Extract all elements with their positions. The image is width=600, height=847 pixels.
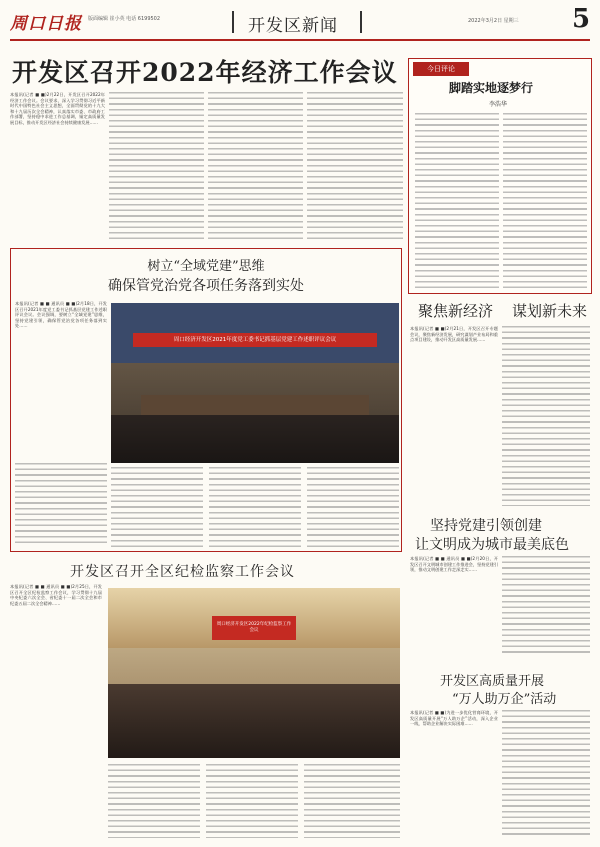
photo2-audience: [108, 684, 400, 758]
article4-headline-2: 让文明成为城市最美底色: [415, 537, 569, 553]
commentary-box: [408, 58, 592, 294]
article5-text-col3: [206, 764, 298, 838]
article5-headline: 开发区召开全区纪检监察工作会议: [70, 564, 295, 580]
article3-lead: 本报讯(记者 ■ ■)2月21日，开发区召开专题会议，聚焦新经济发展，研究谋划产业布局和重点项目建设，推动开发区高质量发展……: [410, 326, 498, 343]
commentary-text-col2: [503, 113, 587, 289]
section-divider-left: [232, 11, 234, 33]
article4-lead: 本报讯(记者 ■ ■ 通讯员 ■ ■)2月20日，开发区召开文明城市创建工作推进会，坚持党建引领，推动文明创建工作走深走实……: [410, 556, 498, 573]
article6-headline-2: “万人助万企”活动: [452, 692, 557, 707]
section-divider-right: [360, 11, 362, 33]
article5-text-col2: [108, 764, 200, 838]
article3-text-col2: [502, 326, 590, 506]
article5-text-col4: [304, 764, 400, 838]
article1-text-col3: [208, 92, 303, 242]
article2-headline-2: 确保管党治党各项任务落到实处: [108, 278, 304, 294]
issue-date: 2022年3月2日 星期三: [468, 18, 519, 24]
article2-text-left-lower: [15, 463, 107, 547]
article6-lead: 本报讯(记者 ■ ■)为进一步优化营商环境，开发区高质量开展“万人助万企”活动，深入企业一线，帮助企业解决实际困难……: [410, 710, 498, 727]
photo-banner: [133, 333, 377, 347]
article4-headline-1: 坚持党建引领创建: [430, 518, 542, 534]
masthead-rule: [10, 39, 590, 41]
photo-attendees: [111, 415, 399, 463]
page-meta: 版面编辑 崔小英 电话 6199502: [88, 16, 161, 22]
commentary-label: 今日评论: [413, 62, 469, 76]
article2-lead: 本报讯(记者 ■ ■ 通讯员 ■ ■)2月18日，开发区召开2021年度党工委书记抓基层党建工作述职评议会议。会议强调，要树立“全域党建”思维，坚持党建引领，确保管党治党各项任务落到实处……: [15, 301, 107, 329]
article2-photo: [111, 303, 399, 463]
photo2-banner-text: 周口经济开发区2022年纪检监察工作会议: [216, 622, 292, 633]
article1-text-col2: [109, 92, 204, 242]
article2-block: [10, 248, 402, 552]
commentary-author: 李浩华: [489, 101, 508, 108]
commentary-title: 脚踏实地逐梦行: [449, 81, 534, 95]
article5-photo: [108, 588, 400, 758]
article3-headline-1: 聚焦新经济: [418, 302, 494, 320]
masthead: [0, 0, 600, 44]
article2-text-col3: [209, 467, 301, 547]
article1-body: [10, 92, 403, 242]
photo-banner-text: 周口经济开发区2021年度党工委书记抓基层党建工作述职评议会议: [173, 337, 337, 343]
article4-text-col2: [502, 556, 590, 656]
section-title: 开发区新闻: [248, 16, 338, 36]
article1-headline: 开发区召开2022年经济工作会议: [12, 58, 398, 87]
photo-table: [141, 395, 369, 415]
article5-lead: 本报讯(记者 ■ ■ 通讯员 ■ ■)2月25日，开发区召开全区纪检监察工作会议，学习贯彻十九届中央纪委六次全会、省纪委十一届二次全会和市纪委五届二次全会精神……: [10, 584, 102, 606]
article2-text-col2: [111, 467, 203, 547]
article2-text-col4: [307, 467, 399, 547]
article1-text-col4: [307, 92, 403, 242]
newspaper-logo: 周口日报: [10, 14, 82, 34]
article6-headline-1: 开发区高质量开展: [440, 674, 545, 689]
commentary-text-col1: [415, 113, 499, 289]
photo2-banner: [212, 616, 296, 640]
article6-text-col2: [502, 710, 590, 838]
article2-headline-1: 树立“全域党建”思维: [147, 259, 265, 274]
article1-lead: 本报讯(记者 ■ ■)2月22日，开发区召开2022年经济工作会议。会议要求，深入学习贯彻习近平新时代中国特色社会主义思想，全面贯彻党的十九大和十九届历次全会精神，认真落实市委、市政府工作部署，坚持稳中求进工作总基调，锚定高质量发展目标，推动开发区经济社会持续健康发展……: [10, 92, 105, 125]
page-number: 5: [572, 4, 591, 34]
article3-headline-2: 谋划新未来: [512, 302, 588, 320]
